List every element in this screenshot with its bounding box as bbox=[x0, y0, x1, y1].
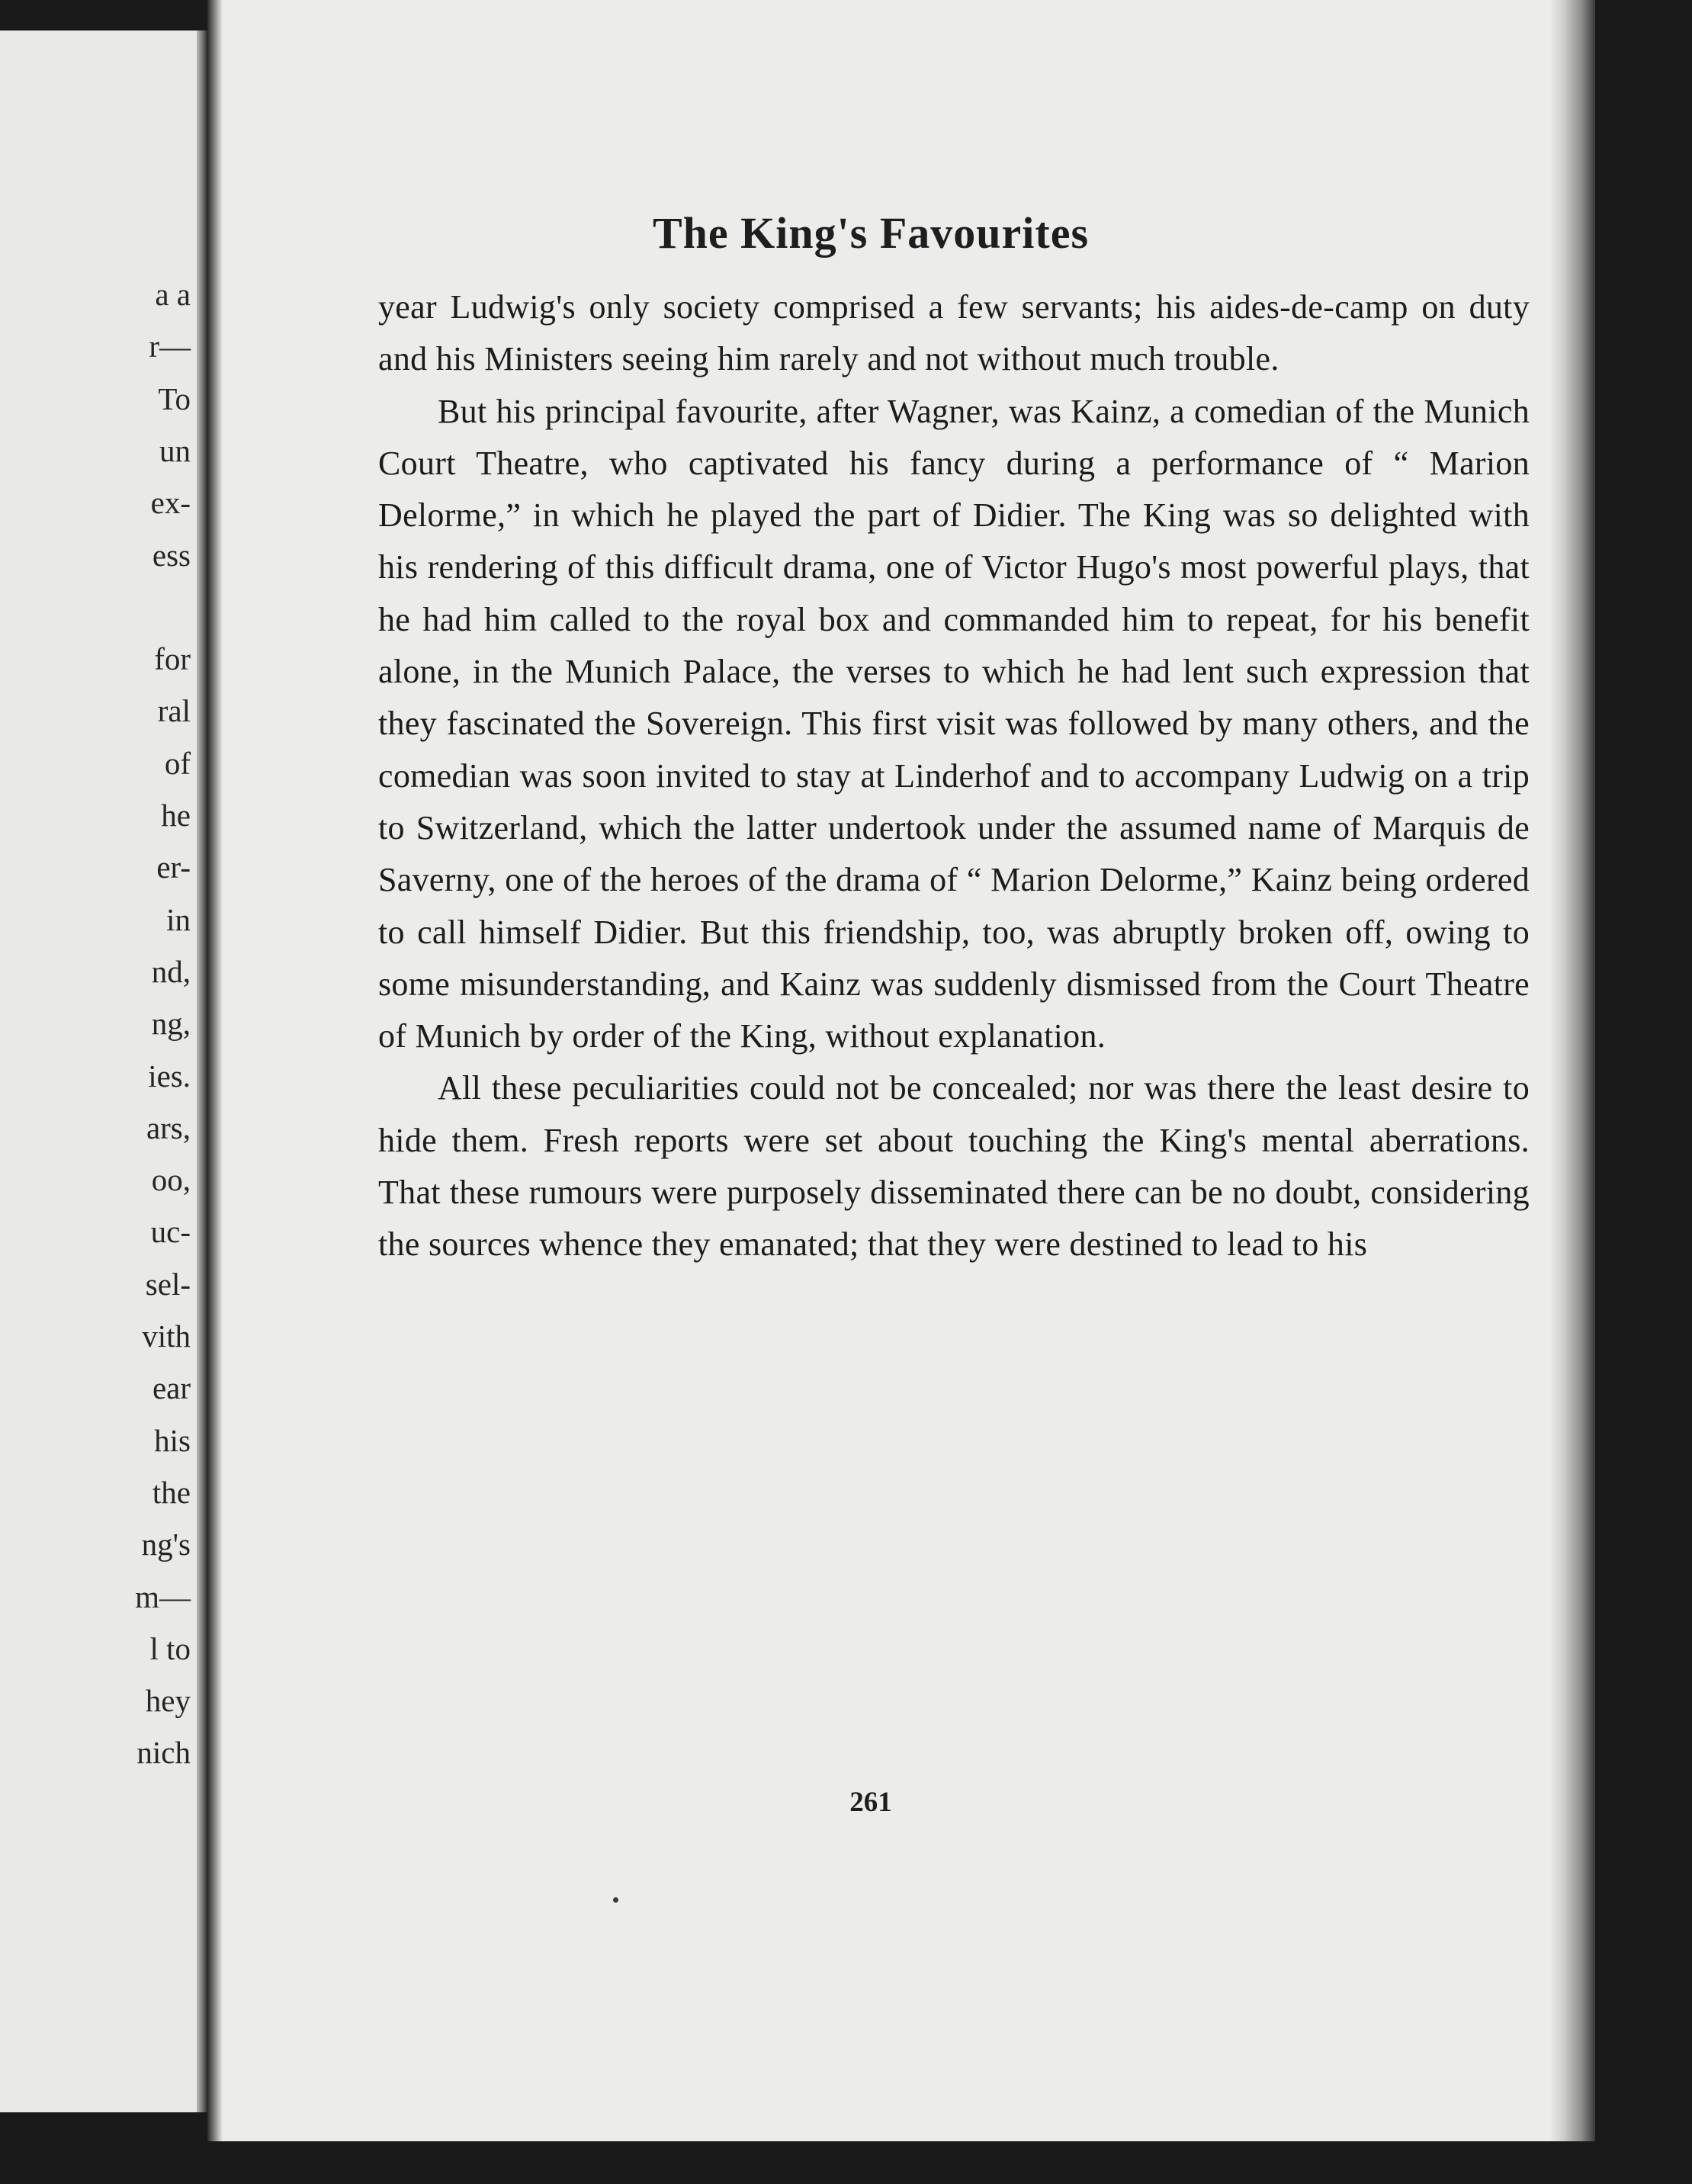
previous-page-line: vith bbox=[142, 1318, 191, 1354]
previous-page-line: ies. bbox=[148, 1058, 191, 1094]
previous-page-line: sel- bbox=[145, 1266, 191, 1302]
previous-page-line: ng's bbox=[141, 1527, 191, 1563]
previous-page-line: hey bbox=[145, 1683, 191, 1719]
previous-page-line: l to bbox=[149, 1630, 191, 1666]
previous-page-line: in bbox=[166, 901, 191, 937]
previous-page-line: un bbox=[159, 432, 191, 468]
page-right-edge bbox=[1549, 0, 1595, 2141]
previous-page-line: ral bbox=[157, 693, 191, 729]
previous-page-line: oo, bbox=[151, 1162, 191, 1198]
previous-page-line: nich bbox=[136, 1735, 191, 1771]
page-speck bbox=[613, 1897, 618, 1903]
previous-page-line: ess bbox=[152, 537, 191, 573]
previous-page-line: m— bbox=[135, 1579, 191, 1614]
previous-page-line: ex- bbox=[150, 485, 191, 521]
body-text bbox=[378, 281, 1530, 1271]
previous-page-line: for bbox=[154, 641, 191, 677]
page-number: 261 bbox=[849, 1787, 892, 1818]
previous-page-line: he bbox=[161, 798, 191, 833]
book-page bbox=[207, 0, 1595, 2141]
previous-page-line: ng, bbox=[151, 1006, 191, 1042]
paragraph-1: year Ludwig's only society comprised a few servants; his aides-de-camp on duty and his Ministers seeing him rarely and not without much trouble. bbox=[378, 288, 1530, 378]
paragraph-3: All these peculiarities could not be concealed; nor was there the least desire to hide them. Fresh reports were set about touching the King's mental aberrations. That these rumours were purposely disseminated there can be no doubt, considering the sources whence they emanated; that they were destined to lead to his bbox=[378, 1069, 1530, 1264]
previous-page-line: his bbox=[154, 1422, 191, 1458]
previous-page-line: r— bbox=[149, 329, 191, 365]
previous-page-line: er- bbox=[156, 850, 191, 885]
running-head: The King's Favourites bbox=[652, 208, 1090, 258]
previous-page-line: a a bbox=[155, 277, 191, 312]
previous-page-line: of bbox=[164, 745, 191, 781]
previous-page-line: ars, bbox=[146, 1110, 191, 1145]
previous-page-line: uc- bbox=[150, 1214, 191, 1250]
page-left-edge bbox=[207, 0, 223, 2141]
paragraph-2: But his principal favourite, after Wagner, was Kainz, a comedian of the Munich Court Theatre, who captivated his fancy during a performance of “ Marion Delorme,” in which he played the part of Didier. The King was so delighted with his rendering of this difficult drama, one of Victor Hugo's most powerful plays, that he had him called to the royal box and commanded him to repeat, for his benefit alone, in the Munich Palace, the verses to which he had lent such expression that they fascinated the Sovereign. This first visit was followed by many others, and the comedian was soon invited to stay at Linderhof and to accompany Ludwig on a trip to Switzerland, which the latter undertook under the assumed name of Marquis de Saverny, one of the heroes of the drama of “ Marion Delorme,” Kainz being ordered to call himself Didier. But this friendship, too, was abruptly broken off, owing to some misunderstanding, and Kainz was suddenly dismissed from the Court Theatre of Munich by order of the King, without explanation. bbox=[378, 392, 1530, 1055]
previous-page-line: ear bbox=[152, 1370, 191, 1406]
page-gutter bbox=[197, 31, 207, 2112]
previous-page-strip bbox=[0, 31, 207, 2112]
previous-page-line: To bbox=[158, 381, 191, 416]
previous-page-line: the bbox=[152, 1474, 191, 1510]
previous-page-line: nd, bbox=[151, 953, 191, 989]
